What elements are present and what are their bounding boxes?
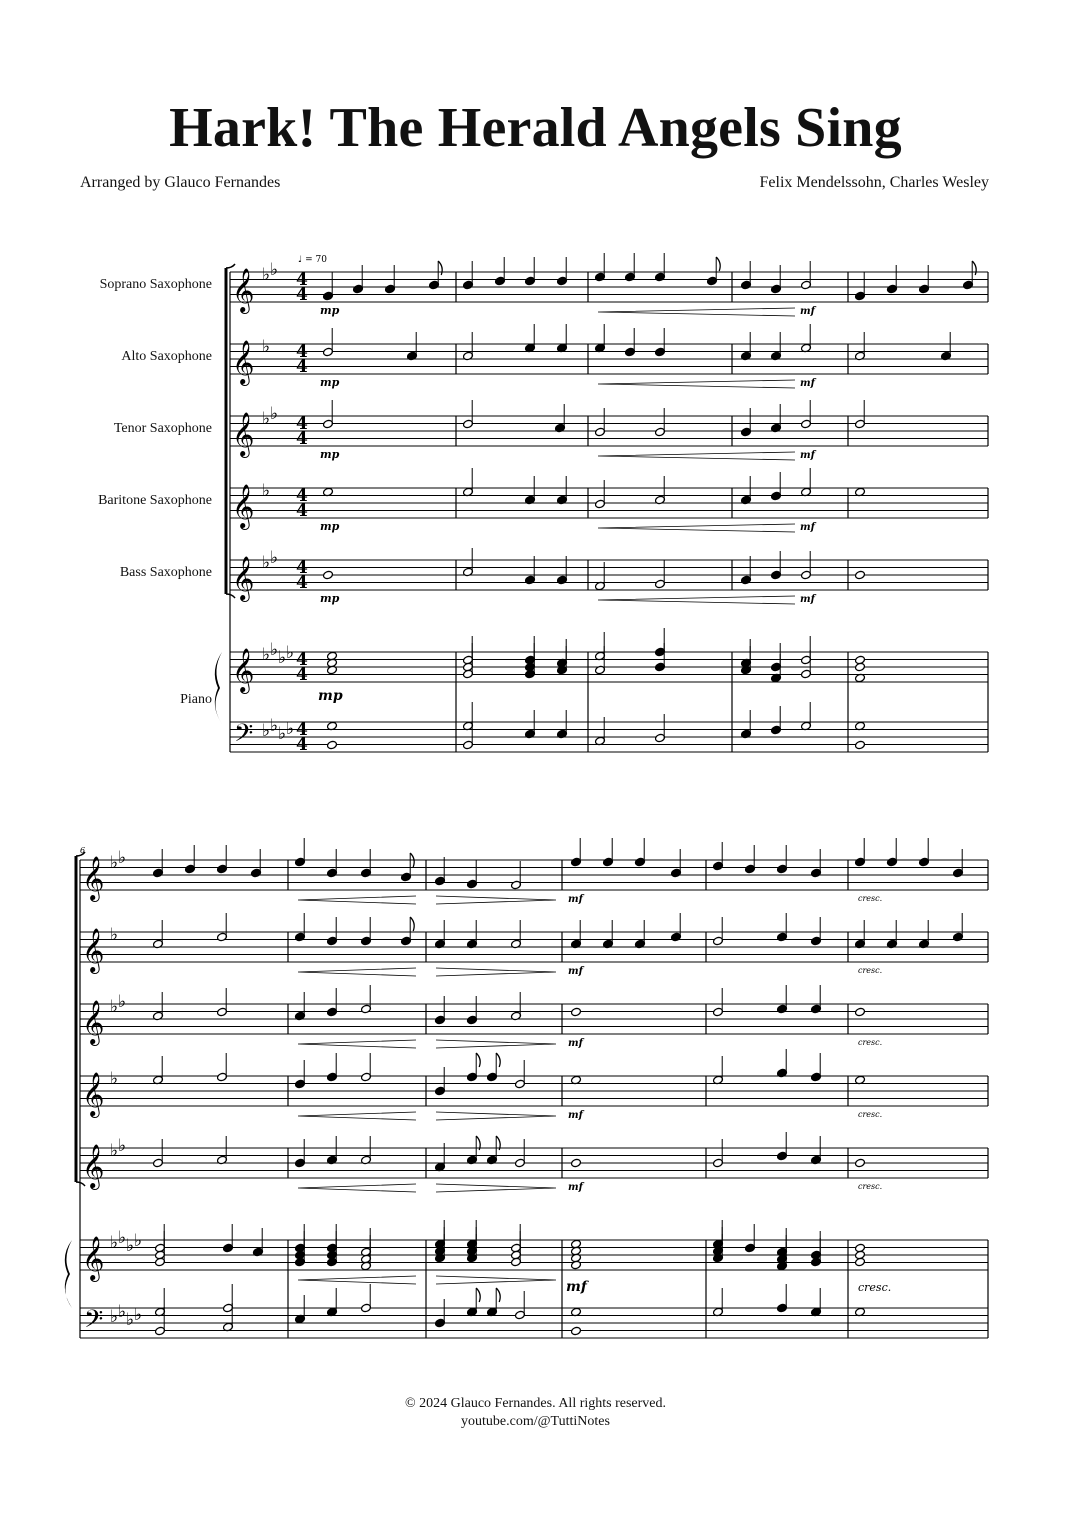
instrument-label-baritone: Baritone Saxophone: [98, 493, 212, 508]
dynamic-mark: mf: [800, 522, 815, 533]
note-flag: [972, 261, 976, 275]
dynamic-mark: mp: [320, 376, 340, 389]
crescendo-hairpin: [298, 1276, 416, 1284]
crescendo-hairpin: [598, 524, 795, 532]
flat-sign: ♭: [262, 721, 271, 741]
decrescendo-hairpin: [436, 1276, 556, 1284]
staff-soprano-saxophone: [230, 272, 988, 302]
staff-system2-1: [80, 932, 988, 962]
time-signature: 4: [296, 735, 308, 755]
treble-clef: 𝄞: [82, 1236, 105, 1280]
note-head: [571, 1007, 582, 1017]
page-footer: [0, 1395, 1071, 1431]
note-flag: [438, 261, 442, 275]
time-signature: 4: [296, 285, 308, 305]
instrument-label-bass: Bass Saxophone: [119, 565, 212, 580]
time-signature: 4: [296, 720, 308, 740]
time-signature: 4: [296, 429, 308, 449]
flat-sign: ♭: [270, 548, 279, 568]
flat-sign: ♭: [262, 337, 271, 357]
note-head: [855, 740, 866, 750]
flat-sign: ♭: [262, 409, 271, 429]
staff-system2-2: [80, 1004, 988, 1034]
cresc-text: cresc.: [858, 894, 883, 903]
staff-system2-3: [80, 1076, 988, 1106]
note-head: [571, 1260, 582, 1270]
copyright-text: © 2024 Glauco Fernandes. All rights reserved.: [404, 1396, 667, 1411]
cresc-text: cresc.: [858, 1038, 883, 1047]
score-title: Hark! The Herald Angels Sing: [169, 97, 902, 159]
staff-system2-4: [80, 1148, 988, 1178]
decrescendo-hairpin: [436, 1184, 556, 1192]
treble-clef: 𝄞: [232, 412, 255, 456]
staff-baritone-saxophone: [230, 488, 988, 518]
treble-clef: 𝄞: [232, 268, 255, 312]
crescendo-hairpin: [598, 308, 795, 316]
note-head: [855, 1257, 866, 1267]
flat-sign: ♭: [110, 1141, 119, 1161]
flat-sign: ♭: [110, 997, 119, 1017]
time-signature: 4: [296, 486, 308, 506]
time-signature: 4: [296, 357, 308, 377]
treble-clef: 𝄞: [82, 1144, 105, 1188]
note-flag: [476, 1288, 480, 1302]
cresc-text: cresc.: [858, 1281, 892, 1294]
dynamic-mark: mf: [568, 1110, 583, 1121]
dynamic-mark: mp: [320, 304, 340, 317]
flat-sign: ♭: [110, 1307, 119, 1327]
time-signature: 4: [296, 414, 308, 434]
cresc-text: cresc.: [858, 1182, 883, 1191]
dynamic-mark: mf: [568, 966, 583, 977]
flat-sign: ♭: [134, 1305, 143, 1325]
flat-sign: ♭: [262, 481, 271, 501]
flat-sign: ♭: [262, 553, 271, 573]
staff-tenor-saxophone: [230, 416, 988, 446]
crescendo-hairpin: [298, 1184, 416, 1192]
note-flag: [496, 1053, 500, 1067]
time-signature: 4: [296, 270, 308, 290]
flat-sign: ♭: [270, 404, 279, 424]
time-signature: 4: [296, 573, 308, 593]
piano-treble-staff-2: [80, 1240, 988, 1270]
arranger-credit: Arranged by Glauco Fernandes: [80, 174, 281, 191]
piano-treble-staff: [230, 652, 988, 682]
treble-clef: 𝄞: [232, 556, 255, 600]
instrument-label-alto: Alto Saxophone: [121, 349, 212, 364]
note-flag: [476, 1053, 480, 1067]
note-head: [571, 1158, 582, 1168]
note-head: [327, 740, 338, 750]
crescendo-hairpin: [298, 896, 416, 904]
dynamic-mark: mf: [800, 450, 815, 461]
decrescendo-hairpin: [436, 896, 556, 904]
dynamic-mark: mf: [566, 1279, 587, 1295]
treble-clef: 𝄞: [232, 484, 255, 528]
treble-clef: 𝄞: [82, 1000, 105, 1044]
note-flag: [496, 1288, 500, 1302]
decrescendo-hairpin: [436, 1040, 556, 1048]
system-2: [65, 838, 988, 1340]
dynamic-mark: mf: [800, 378, 815, 389]
flat-sign: ♭: [126, 1310, 135, 1330]
flat-sign: ♭: [118, 992, 127, 1012]
flat-sign: ♭: [118, 1302, 127, 1322]
time-signature: 4: [296, 501, 308, 521]
dynamic-mark: mp: [320, 520, 340, 533]
flat-sign: ♭: [110, 1069, 119, 1089]
system-1: [215, 253, 988, 755]
crescendo-hairpin: [298, 1040, 416, 1048]
piano-brace: [215, 652, 222, 724]
staff-alto-saxophone: [230, 344, 988, 374]
flat-sign: ♭: [110, 853, 119, 873]
flat-sign: ♭: [118, 1228, 127, 1248]
dynamic-mark: mf: [568, 1182, 583, 1193]
time-signature: 4: [296, 558, 308, 578]
flat-sign: ♭: [262, 645, 271, 665]
crescendo-hairpin: [598, 452, 795, 460]
treble-clef: 𝄞: [82, 928, 105, 972]
crescendo-hairpin: [298, 968, 416, 976]
crescendo-hairpin: [298, 1112, 416, 1120]
instrument-label-soprano: Soprano Saxophone: [99, 277, 212, 292]
flat-sign: ♭: [110, 925, 119, 945]
treble-clef: 𝄞: [82, 1072, 105, 1116]
dynamic-mark: mp: [320, 592, 340, 605]
flat-sign: ♭: [270, 716, 279, 736]
time-signature: 4: [296, 665, 308, 685]
flat-sign: ♭: [126, 1236, 135, 1256]
channel-link[interactable]: youtube.com/@TuttiNotes: [461, 1414, 610, 1429]
treble-clef: 𝄞: [232, 340, 255, 384]
cresc-text: cresc.: [858, 1110, 883, 1119]
time-signature: 4: [296, 650, 308, 670]
piano-brace: [65, 1240, 72, 1308]
staff-bass-saxophone: [230, 560, 988, 590]
treble-clef: 𝄞: [82, 856, 105, 900]
flat-sign: ♭: [286, 719, 295, 739]
measure-number: 6: [80, 846, 86, 855]
dynamic-mark: mf: [568, 1038, 583, 1049]
dynamic-mark: mp: [320, 448, 340, 461]
note-flag: [410, 917, 414, 931]
bass-clef: 𝄢: [234, 719, 254, 754]
crescendo-hairpin: [598, 380, 795, 388]
dynamic-mark: mp: [318, 688, 343, 704]
bass-clef: 𝄢: [84, 1305, 104, 1340]
note-head: [855, 1158, 866, 1168]
flat-sign: ♭: [134, 1231, 143, 1251]
flat-sign: ♭: [118, 1136, 127, 1156]
decrescendo-hairpin: [436, 1112, 556, 1120]
note-head: [571, 1326, 582, 1336]
flat-sign: ♭: [262, 265, 271, 285]
treble-clef: 𝄞: [232, 648, 255, 692]
flat-sign: ♭: [270, 260, 279, 280]
crescendo-hairpin: [598, 596, 795, 604]
instrument-label-tenor: Tenor Saxophone: [113, 421, 212, 436]
piano-bass-staff-2: [80, 1308, 988, 1338]
note-flag: [716, 257, 720, 271]
staff-system2-0: [80, 860, 988, 890]
flat-sign: ♭: [286, 643, 295, 663]
flat-sign: ♭: [110, 1233, 119, 1253]
composer-credit: Felix Mendelssohn, Charles Wesley: [759, 174, 989, 191]
tempo-marking: ♩ = 70: [298, 255, 327, 265]
note-head: [323, 570, 334, 580]
flat-sign: ♭: [118, 848, 127, 868]
instrument-label-piano: Piano: [180, 692, 212, 707]
note-head: [855, 662, 866, 672]
piano-bass-staff: [230, 722, 988, 752]
note-head: [855, 570, 866, 580]
dynamic-mark: mf: [568, 894, 583, 905]
time-signature: 4: [296, 342, 308, 362]
flat-sign: ♭: [278, 648, 287, 668]
decrescendo-hairpin: [436, 968, 556, 976]
cresc-text: cresc.: [858, 966, 883, 975]
flat-sign: ♭: [270, 640, 279, 660]
dynamic-mark: mf: [800, 594, 815, 605]
dynamic-mark: mf: [800, 306, 815, 317]
note-head: [855, 1007, 866, 1017]
flat-sign: ♭: [278, 724, 287, 744]
